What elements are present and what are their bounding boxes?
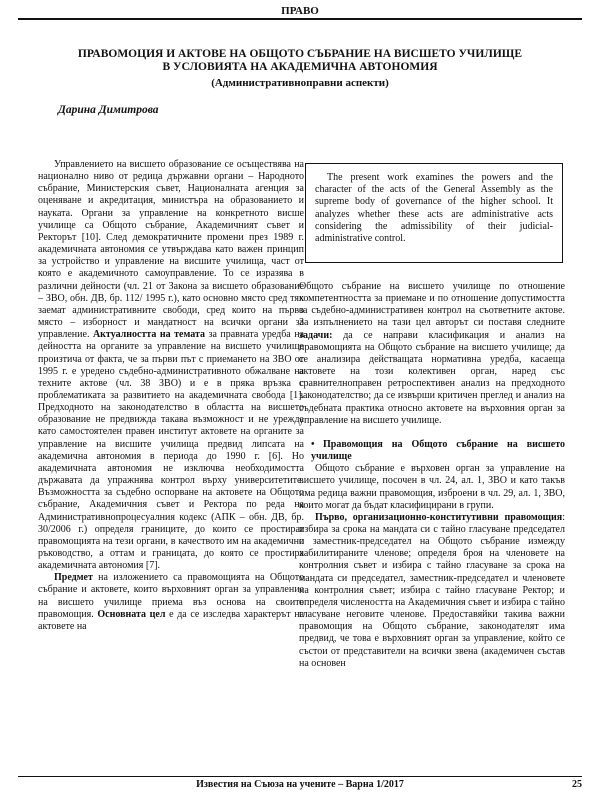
bold-tasks: задачи: [299,329,333,341]
title-line-1: ПРАВОМОЦИЯ И АКТОВЕ НА ОБЩОТО СЪБРАНИЕ НА ВИСШЕТО УЧИЛИЩЕ [77,48,523,60]
journal-name: Известия на Съюза на учените – Варна 1/2017 [196,779,404,790]
abstract-box [305,163,563,263]
author-name: Дарина Димитрова [58,104,159,116]
right-column [299,281,565,670]
section-heading: • Правомощия на Общото събрание на висшето училище [311,438,565,463]
paragraph-org-powers: Първо, организационно-конститутивни правомощия: избира за срока на мандата си с тайно гласуване председател и заместник-председател на Общото събрание измежду хабилитираните членове; определя броя на членовете на контролния съвет и избира с тайно гласуване за срока на мандата си председател, заместник-председател и членовете на контролния съвет; избира с тайно гласуване Ректор; и определя числеността на Академичния съвет и избира с тайно гласуване неговите членове. Предоставяйки такива важни правомощия на Общото събрание, законодателят има предвид, че това е върховният орган за управление, който се състои от представители на всички звена (академичен състав на основен [299,511,565,669]
title-line-2: В УСЛОВИЯТА НА АКАДЕМИЧНА АВТОНОМИЯ [162,61,438,73]
bold-subject: Предмет [54,572,93,584]
section-label: ПРАВО [281,5,319,17]
page-footer [18,776,582,790]
abstract-text: The present work examines the powers and the character of the acts of the General Assembly as the supreme body of governance of the higher school. It analyzes whether these acts are administrative acts considering the admissibility of their judicial-administrative control. [315,172,553,245]
paragraph-tasks: Общото събрание на висшето училище по отношение компетентността за приемане и по отношение допустимостта за съдебно-административен контрол на съответните актове. За изпълнението на тази цел авторът си поставя следните задачи: да се направи класификация и анализ на правомощията на Общото събрание на висшето училище; да се анализира действащата нормативна уредба, касаеща актовете на този колективен орган, наред със сравнителноправен ретроспективен анализ на предходното законодателство; да се извърши критичен преглед и анализ на съдебната практика относно актовете на върховния орган за управление на висшето училище. [299,281,566,426]
bold-relevance: Актуалността на темата [92,329,206,341]
article-title [30,48,570,74]
bold-main-goal: Основната цел [97,608,166,620]
paragraph-subject: Предмет на изложението са правомощията на Общото събрание и актовете, които върховният орган за управление на висшето училище приема въз основа на своите правомощия. Основната цел е да се изследва характерът на актовете на [38,572,305,632]
left-column [38,159,304,633]
section-header [18,4,582,20]
article-subtitle: (Административноправни аспекти) [211,77,389,89]
bullet-icon: • [311,438,315,450]
page-number: 25 [572,779,582,790]
paragraph-general-assembly: Общото събрание е върховен орган за управление на висшето училище, посочен в чл. 24, ал. 1, ЗВО и като такъв има редица важни правомощия, изброени в чл. 29, ал. 1, ЗВО, които могат да бъдат класифицирани в групи. [299,463,565,511]
paragraph-intro: Управлението на висшето образование се осъществява на национално ниво от редица държавни органи – Народното събрание, Министерския съвет, Националната агенция за оценяване и акредитация, министъра на образованието и науката. Органи за управление на конкретното висше училище са Общото събрание, Академичният съвет и Ректорът [10]. След демократичните промени през 1989 г. академичната автономия се утвърждава като важен принцип за устройство и управление на висшите училища, част от която е академичното самоуправление. То се изразява в различни дейности (чл. 21 от Закона за висшето образование – ЗВО, обн. ДВ, бр. 112/ 1995 г.), като основно място сред тях заемат административните свободи, сред които на първо място – изборност и мандатност на всички органи за управление. Актуалността на темата за правната уредба на дейността на органите за управление на висшето училище произтича от факта, че за първи път с приемането на ЗВО от 1995 г. е уредено съдебно-административното обжалване на техните актове (чл. 38 ЗВО) и е в пряка връзка с проблематиката за развитието на академичната свобода [1]. Предходното на законодателство в областта на висшето образование не предвижда такава възможност и не урежда като самостоятелен правен институт актовете на органите за управление на висшите училища предвид липсата на академична автономия в периода до 1990 г. [6]. Но академичната автономия не изключва необходимостта държавата да упражнява контрол върху университетите. Възможността за съдебно оспорване на актовете на Общото събрание, Академичния съвет и Ректора по реда на Административнопроцесуалния кодекс (АПК – обн. ДВ, бр. 30/2006 г.) определя границите, до които се простират правомощията на тези органи, в качеството им на академично ръководство, а оттам и границата, до която се простира академичната автономия [7]. [38,159,305,572]
bold-org-powers: Първо, организационно-конститутивни правомощия [315,511,563,523]
